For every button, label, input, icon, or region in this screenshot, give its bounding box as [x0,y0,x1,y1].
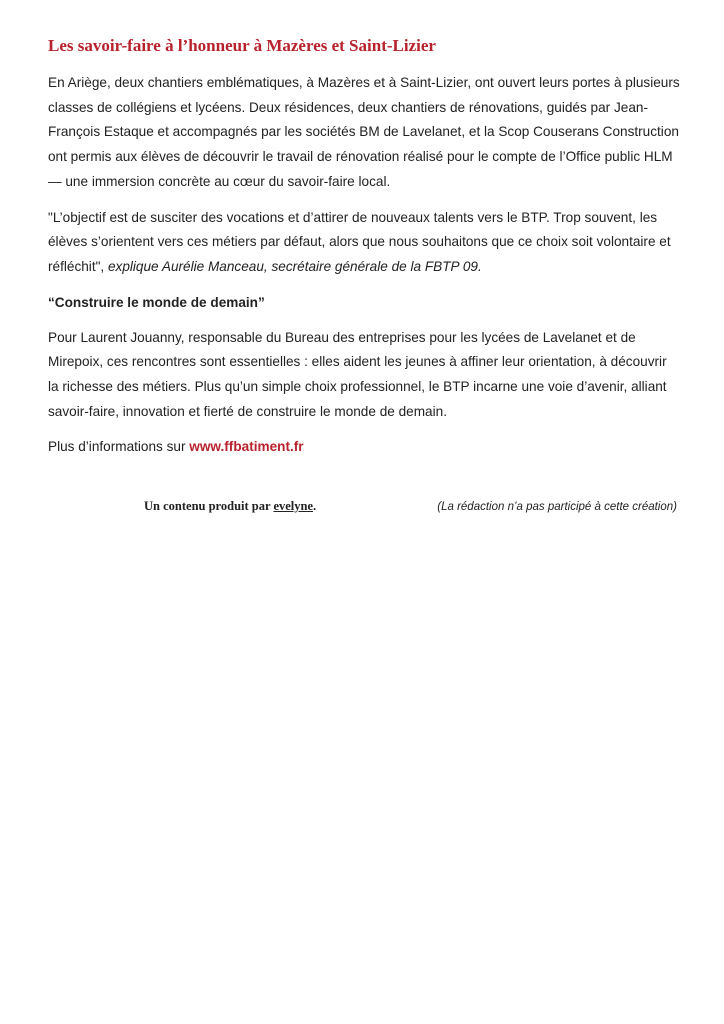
article-more-info [48,435,680,460]
editorial-disclaimer: (La rédaction n’a pas participé à cette création) [437,501,677,513]
footer [0,497,724,517]
more-info-prefix: Plus d’informations sur [48,439,190,455]
article-quote-paragraph [48,206,680,280]
more-info-link[interactable]: www.ffbatiment.fr [189,439,304,455]
article-quote: "L’objectif est de susciter des vocations et d’attirer de nouveaux talents vers le BTP. Trop souvent, les élèves s’orientent vers ces métiers par défaut, alors que nous souhaitons que ce choix soit volontaire et réfléchit", [48,209,671,274]
article-paragraph-body: Pour Laurent Jouanny, responsable du Bureau des entreprises pour les lycées de Lavelanet et de Mirepoix, ces rencontres sont essentielles : elles aident les jeunes à affiner leur orientation, à découvrir la richesse des métiers. Plus qu’un simple choix professionnel, le BTP incarne une voie d’avenir, alliant savoir-faire, innovation et fierté de construire le monde de demain. [48,329,667,419]
credit-author-link[interactable]: evelyne [273,499,314,513]
article-title: Les savoir-faire à l’honneur à Mazères et Saint-Lizier [48,36,436,55]
sponsored-credit [144,497,316,515]
article [48,34,680,471]
article-quote-attribution: explique Aurélie Manceau, secrétaire générale de la FBTP 09. [104,258,482,274]
credit-suffix: . [313,499,317,513]
article-subheading: “Construire le monde de demain” [48,294,265,310]
credit-prefix: Un contenu produit par [144,499,274,513]
article-paragraph-intro: En Ariège, deux chantiers emblématiques, à Mazères et à Saint-Lizier, ont ouvert leurs portes à plusieurs classes de collégiens et lycéens. Deux résidences, deux chantiers de rénovations, guidés par Jean-François Estaque et accompagnés par les sociétés BM de Lavelanet, et la Scop Couserans Construction ont permis aux élèves de découvrir le travail de rénovation réalisé pour le compte de l’Office public HLM — une immersion concrète au cœur du savoir-faire local. [48,75,680,189]
